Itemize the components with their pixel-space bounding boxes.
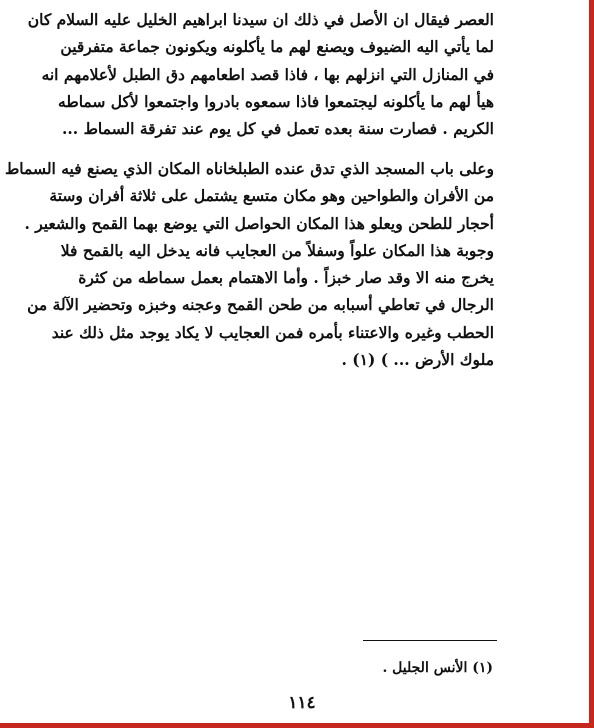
text-line: الحطب وغيره والاعتناء بأمره فمن العجايب لا يكاد يوجد مثل ذلك عند: [51, 322, 494, 342]
paragraph-2: [4, 155, 494, 373]
text-line: العصر فيقال ان الأصل في ذلك ان سيدنا ابراهيم الخليل عليه السلام كان: [27, 10, 494, 29]
text-line: هيأ لهم ما يأكلونه ليجتمعوا فاذا سمعوه بادروا واجتمعوا لأكل سماطه: [58, 91, 494, 111]
text-line: الكريم . فصارت سنة بعده تعمل في كل يوم عند تفرقة السماط ...: [61, 119, 494, 139]
text-line: الرجال في تعاطي أسبابه من طحن القمح وعجنه وخبزه وتحضير الآلة من: [27, 295, 494, 315]
text-line: يخرج منه الا وقد صار خبزاً . وأما الاهتمام بعمل سماطه من كثرة: [78, 268, 494, 288]
text-line: وعلى باب المسجد الذي تدق عنده الطبلخاناه المكان الذي يصنع فيه السماط: [4, 159, 494, 178]
footnote-separator: [363, 640, 497, 641]
page-number: ١١٤: [288, 693, 316, 713]
text-line: في المنازل التي انزلهم بها ، فاذا قصد اطعامهم دق الطبل لأعلامهم انه: [41, 64, 494, 84]
footnote: (١) الأنس الجليل .: [382, 660, 493, 676]
text-line: ملوك الأرض ... ) (١) .: [341, 350, 494, 370]
text-line: لما يأتي اليه الضيوف ويصنع لهم ما يأكلونه ويكونون جماعة متفرقين: [60, 37, 494, 57]
text-line: أحجار للطحن ويعلو هذا المكان الحواصل التي يوضع بهما القمح والشعير .: [24, 213, 494, 233]
paragraph-1: [27, 6, 494, 142]
text-line: وجوبة هذا المكان علواً وسفلاً من العجايب فانه يدخل اليه بالقمح فلا: [60, 240, 494, 260]
text-line: من الأفران والطواحين وهو مكان متسع يشتمل على ثلاثة أفران وستة: [49, 186, 494, 206]
